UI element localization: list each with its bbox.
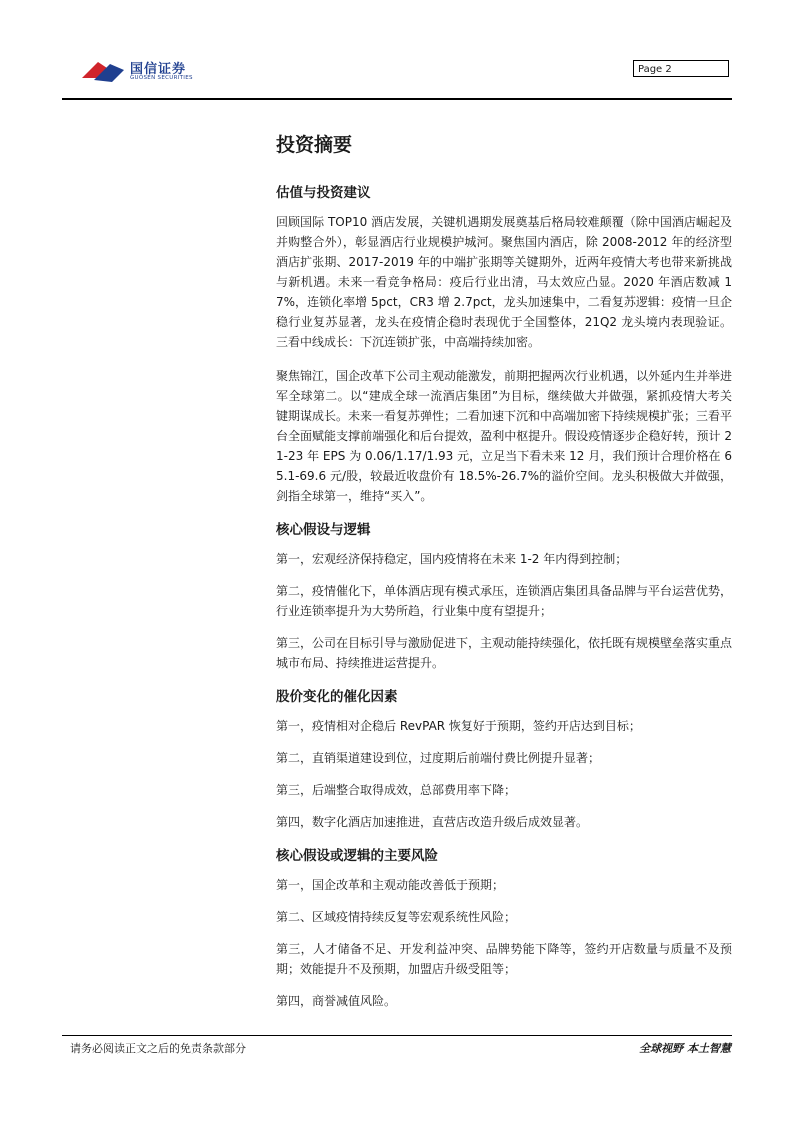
footer-disclaimer: 请务必阅读正文之后的免责条款部分 xyxy=(70,1042,246,1055)
section-risks xyxy=(276,846,732,1011)
section-title: 核心假设或逻辑的主要风险 xyxy=(276,848,438,864)
paragraph: 第四，商誉减值风险。 xyxy=(276,994,397,1008)
section-title: 核心假设与逻辑 xyxy=(276,522,371,538)
paragraph: 第三，后端整合取得成效，总部费用率下降； xyxy=(276,783,517,797)
paragraph: 第二，疫情催化下，单体酒店现有模式承压，连锁酒店集团具备品牌与平台运营优势，行业连锁率提升为大势所趋，行业集中度有望提升； xyxy=(276,584,733,618)
guosen-logo xyxy=(80,56,220,88)
footer-divider xyxy=(62,1035,732,1036)
report-content xyxy=(276,132,732,1025)
footer-slogan: 全球视野 本土智慧 xyxy=(639,1042,731,1055)
paragraph: 第三，公司在目标引导与激励促进下，主观动能持续强化，依托既有规模壁垒落实重点城市布局、持续推进运营提升。 xyxy=(276,636,733,670)
section-title: 股价变化的催化因素 xyxy=(276,689,398,705)
paragraph: 聚焦锦江，国企改革下公司主观动能激发，前期把握两次行业机遇，以外延内生并举进军全球第二。以“建成全球一流酒店集团”为目标，继续做大并做强，紧抓疫情大考关键期谋成长。未来一看复苏弹性；二看加速下沉和中高端加密下持续规模扩张；三看平台全面赋能支撑前端强化和后台提效，盈利中枢提升。假设疫情逐步企稳好转，预计 21-23 年 EPS 为 0.06/1.17/1.93 元，立足当下看未来 12 月，我们预计合理价格在 65.1-69.6 元/股，较最近收盘价有 18.5%-26.7%的溢价空间。龙头积极做大并做强，剑指全球第一，维持“买入”。 xyxy=(276,369,733,503)
paragraph: 第一，国企改革和主观动能改善低于预期； xyxy=(276,878,505,892)
paragraph: 第四，数字化酒店加速推进，直营店改造升级后成效显著。 xyxy=(276,815,589,829)
logo-english-name: GUOSEN SECURITIES xyxy=(130,75,193,81)
paragraph: 回顾国际 TOP10 酒店发展，关键机遇期发展奠基后格局较难颠覆（除中国酒店崛起及并购整合外），彰显酒店行业规模护城河。聚焦国内酒店，除 2008-2012 年的经济型酒店扩张期、2017-2019 年的中端扩张期等关键期外，近两年疫情大考也带来新挑战与新机遇。未来一看竞争格局：疫后行业出清，马太效应凸显。2020 年酒店数减 17%，连锁化率增 5pct，CR3 增 2.7pct，龙头加速集中，二看复苏逻辑：疫情一旦企稳行业复苏显著，龙头在疫情企稳时表现优于全国整体，21Q2 龙头境内表现验证。三看中线成长：下沉连锁扩张，中高端持续加密。 xyxy=(276,215,732,349)
paragraph: 第三，人才储备不足、开发利益冲突、品牌势能下降等，签约开店数量与质量不及预期；效能提升不及预期，加盟店升级受阻等； xyxy=(276,942,732,976)
section-title: 估值与投资建议 xyxy=(276,185,371,201)
paragraph: 第二，直销渠道建设到位，过度期后前端付费比例提升显著； xyxy=(276,751,601,765)
section-valuation xyxy=(276,183,732,506)
paragraph: 第二、区域疫情持续反复等宏观系统性风险； xyxy=(276,910,517,924)
section-catalysts xyxy=(276,687,732,832)
paragraph: 第一，宏观经济保持稳定，国内疫情将在未来 1-2 年内得到控制； xyxy=(276,552,628,566)
page-header xyxy=(0,0,793,110)
page-number: Page 2 xyxy=(633,60,729,77)
guosen-logo-icon xyxy=(80,56,126,84)
paragraph: 第一，疫情相对企稳后 RevPAR 恢复好于预期，签约开店达到目标； xyxy=(276,719,641,733)
header-divider xyxy=(62,98,732,100)
page-title: 投资摘要 xyxy=(276,134,353,156)
logo-chinese-name: 国信证券 xyxy=(130,62,187,77)
section-core-assumptions xyxy=(276,520,732,673)
